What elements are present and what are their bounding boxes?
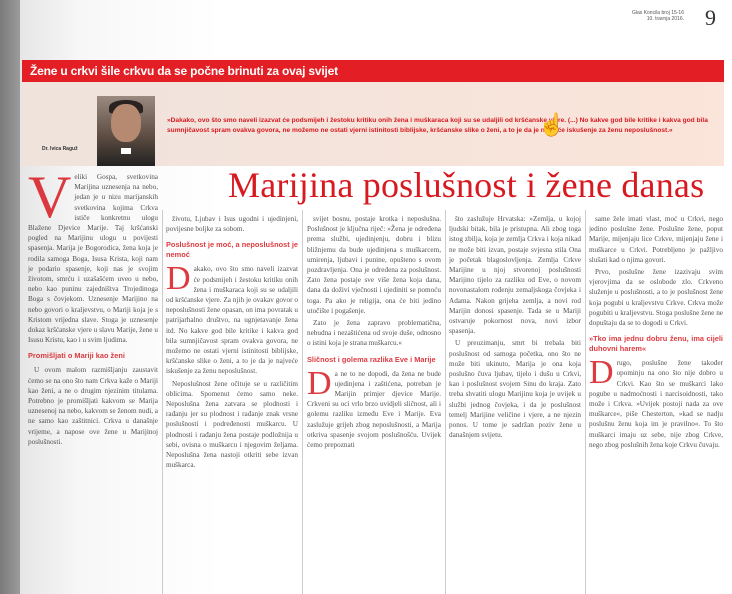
subheading: Poslušnost je moć, a neposlušnost je nemoć (166, 240, 298, 260)
author-caption: Dr. Ivica Raguž (42, 146, 78, 152)
page-number: 9 (705, 5, 716, 30)
article-column-2 (166, 214, 298, 594)
paragraph: životu, Ljubav i Isus ugodni i ujedinjeni, povijesne boljke za sobom. (166, 215, 298, 234)
subheading: Sličnost i golema razlika Eve i Marije (307, 354, 436, 364)
paragraph: a ne to ne dopodi, da žena ne bude ujedinjena i zaštićena, potreban je Marijin primjer djevice Marije. Crkveni su oci vrlo brzo uvidjeli sličnost, ali i golemu razliku između Eve i Marije. Eva zaslužuje grijeh zbog neposlušnosti, a Marija otkriva spasenje svojom poslušnošću. Uvijek ćemo prepoznati (307, 369, 441, 450)
paragraph: rugo, poslušne žene također opominju na ono što nije dobro u Crkvi. Kao što se muškarci lako pogube u nadmoćnosti i narcisoidnosti, tako može i Crkva. »Uvijek postoji nada za ove muškarce«, piše Chesterton, »kad se nadju poslušnu ženu koja im je pravilno«. To što muškarci imaju uz sebe, nije zbog Crkve, nego zbog poslušnih žena koje Crkvu čuvaju. (589, 359, 723, 449)
column-divider (445, 210, 446, 594)
publication-name: Glas Koncila broj 15-16 (632, 10, 684, 16)
drop-cap: D (307, 364, 332, 402)
drop-cap: D (589, 354, 614, 392)
section-banner: Žene u crkvi šile crkvu da se počne brinuti za ovaj svijet (22, 60, 724, 82)
drop-cap: D (166, 260, 191, 298)
subheading: Promišljati o Mariji kao ženi (28, 351, 125, 361)
column-divider (585, 210, 586, 594)
publication-info (632, 10, 684, 22)
article-column-5 (589, 214, 723, 594)
newspaper-page (20, 0, 732, 594)
article-column-1 (28, 172, 158, 594)
drop-cap: V (28, 172, 72, 230)
article-title: Marijina poslušnost i žene danas (228, 165, 705, 205)
pull-quote-box (22, 82, 724, 166)
paragraph: Neposlušnost žene očituje se u različitim oblicima. Spomenut ćemo samo neke. Neposlušna žena zatvara se plodnosti i rađanju jer su plodnost i rađanje znak vrsne poslušnosti i podređenosti muškarcu. U plodnosti i rađanju žena postaje podložnija u sebi, ovisna o muškarcu i njegovim željama. Neposlušna žena nastoji otkriti sebe izvan muškarca. (166, 379, 298, 470)
publication-date: 10. travnja 2016. (646, 16, 684, 22)
author-photo (97, 96, 155, 166)
paragraph: svijet bosnu, postaje krotka i neposlušna. Poslušnost je ključna riječ: »Žena je određena prema službi, ujedinjenju, dobru i blizu bližnjemu da bude ujedinjena s muškarcem, umirenja, ljubavi i punine, opušteno s ovom pozdravljenja. Ona je određena za poslušnost. Zato žena postaje sve više žena koja dana, dana da doživi vječnosti i ujediniti se pomoću toga. Pa ako je religija, ona će biti jedino utočište i pogašenje. (307, 215, 441, 315)
paragraph: U ovom malom razmišljanju zaustavit ćemo se na ono što nam Crkva kaže o Mariji kao ženi, a ne o drugim njezinim titulama. Potrebno je promišljati kakvom se Marija uznesenoj na nebo, kakvom se ženom nudi, a ne samo kao zaštitnici. Crkva u današnje vrijeme, a napose ove žene u Marijinoj poslušnosti. (28, 366, 158, 446)
paragraph: Zato je žena zapravo problematična, nebudna i nezaštićena od svoje duše, odnosno o istini koja je strana muškarcu.« (307, 319, 441, 348)
paragraph: same žele imati vlast, moć u Crkvi, nego jedino poslušne žene. Poslušne žene, poput Marije, mijenjaju lice Crkve, mijenjaju žene i muškarce u Crkvi. Potrebljeno je pažljivo slušati kad o njima govori. (589, 215, 723, 264)
paragraph: što zaslužuje Hrvatska: »Zemlja, u kojoj ljudski bitak, bila je pristupna. Ali zbog toga istog zbilja, koja je zemlja Crkva i koja nikad ne može biti izvan, postaje svjesna stila Ona je početak blagoslovljenja. Zemlja Crkve Marijine u njoj stvorenoj poslušnosti Marijino tijelo za razliku od Eve, o novom novonastalom rođenju zemaljskoga čovjeka i Adama. Nakon grijeha zemlja, a novi rod Marijin donosi spasenje. Tada se u Mariji ostvaruje pokornost nova, novi izbor spasenja. (449, 215, 581, 336)
article-column-4 (449, 214, 581, 594)
paragraph: Prvo, poslušne žene izazivaju svim vjerovjima da se oslobode zlo. Crkveno služenje u poslušnosti, a to je poslušnost žene koja pogubi u kraljevstvu Crkve. Crkva može pogubiti u kraljevstvu. Stoga poslušne žene ne dopuštaju da se to dogodi u Crkvi. (589, 268, 723, 328)
pull-quote-text: »Dakako, ovo što smo naveli izazvat će podsmijeh i žestoku kritiku onih žena i muškaraca koji su se udaljili od kršćanske vjere. (...) No kakve god bile kritike i kakva god bila sumnjičavost spram ovakva govora, ne možemo ne ostati vjerni istinitosti biblijske, kršćanske slike o ženi, a to je da je najveće iskušenje za ženu neposlušnost.« (167, 117, 708, 134)
subheading: »Tko ima jednu dobru ženu, ima cijeli duhovni harem« (589, 334, 723, 354)
article-column-3 (307, 214, 441, 594)
paragraph: eliki Gospa, svetkovina Marijina uznesenja na nebo, jedan je u nizu marijanskih svetkovina kojima Crkva ističe konkretnu ulogu Blažene Djevice Marije. Taj kršćanski pogled na Marijinu ulogu u povijesti spasenja. Marija je Bogorodica, žena koja je rodila samoga Boga, Isusa Krista, koji nam je podario spasenje, koji nas je svojim životom, smrću i uzašašćem uveo u nebo, nebo kao puninu zajedništva Trojedinoga Boga s čovjekom. Uznesenje Marijino na nebo govori o kraljevstvu, o Mariji koja je s Kristom vrijedna slave. Stoga je uznesenje dokaz kršćanske vjere u slavu Marije, žene u Isusu Kristu, kao i u svim ljudima. (28, 173, 158, 345)
paragraph: U preuzimanju, smrt bi trebala biti poslušnost od samoga početka, ono što ne može biti ukinuto, Marija je ona koja poslušno čuva ljubav, tijelo i dušu u Crkvi, kao i poslušnost svojem Sinu do kraja. Zato treba shvatiti ulogu Marijinu koja je uvijek u službi jednog čovjeka, i da je poslušnost temelj Marijine veličine i vjere, a ne njezin ponos. U tome je sadržan poziv žene u današnjem svijetu. (449, 339, 581, 440)
hand-cursor-icon: ☝ (538, 112, 566, 137)
column-divider (302, 210, 303, 594)
paragraph: akako, ovo što smo naveli izazvat će podsmijeh i žestoku kritiku onih žena i muškaraca koji su se udaljili od kršćanske vjere. Za njih je ovakav govor o neposlušnosti žene opasan, on ima povratak u patrijarhalno društvo, na ugnjetavanje žena itd. No kakve god bile kritike i kakva god bila sumnjičavost spram ovakva govora, ne možemo ne ostati vjerni istinitosti biblijske, kršćanske slike o ženi, a to je da je najveće iskušenje za ženu neposlušnost. (166, 265, 298, 376)
column-divider (162, 210, 163, 594)
